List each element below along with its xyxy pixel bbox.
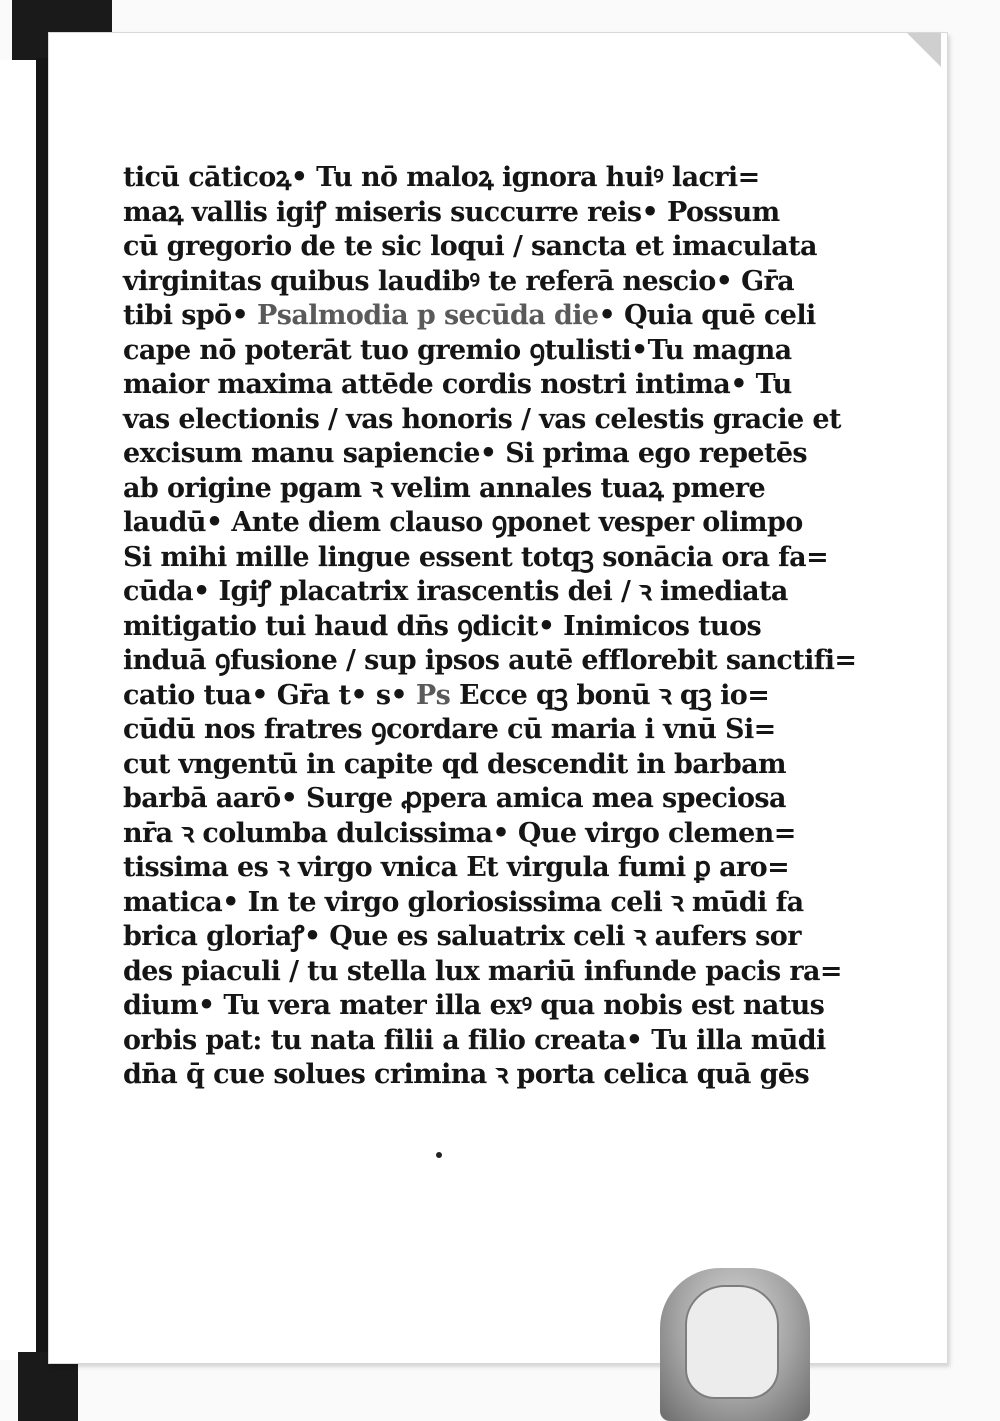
page-corner-fold [907, 33, 941, 67]
text-line: ticū cāticoꝝ• Tu nō maloꝝ ignora huiꝰ lacri= [123, 162, 760, 193]
text-line: cūdū nos fratres ꝯcordare cū maria i vnū Si= [123, 714, 776, 745]
text-line: ab origine pgam ꝛ velim annales tuaꝝ pmere [123, 472, 766, 504]
text-line: vas electionis / vas honoris / vas celestis gracie et [123, 403, 841, 435]
text-line: des piaculi / tu stella lux mariū infunde pacis ra= [123, 955, 842, 987]
text-line: virginitas quibus laudibꝰ te referā nescio• Gr̄a [123, 265, 795, 297]
text-block [123, 161, 857, 1093]
text-line: barbā aarō• Surge ꝓpera amica mea speciosa [123, 783, 786, 814]
text-line: matica• In te virgo gloriosissima celi ꝛ mūdi fa [123, 886, 804, 918]
text-line: cape nō poterāt tuo gremio ꝯtulisti•Tu magna [123, 334, 792, 366]
book-gutter [36, 58, 48, 1358]
text-line: cut vngentū in capite qd descendit in barbam [123, 748, 786, 780]
text-line: brica gloriaꝭ• Que es saluatrix celi ꝛ aufers sor [123, 921, 801, 952]
text-line: induā ꝯfusione / sup ipsos autē efflorebit sanctifi= [123, 645, 857, 676]
text-line: cūda• Igiꝭ placatrix irascentis dei / ꝛ imediata [123, 576, 788, 607]
text-line: mitigatio tui haud dn̄s ꝯdicit• Inimicos tuos [123, 610, 762, 642]
rubric-text: Ps [415, 679, 451, 711]
text-line: cū gregorio de te sic loqui / sancta et imaculata [123, 231, 817, 262]
text-line: maior maxima attēde cordis nostri intima• Tu [123, 369, 792, 400]
text-line: dium• Tu vera mater illa exꝰ qua nobis est natus [123, 990, 825, 1021]
text-line: tissima es ꝛ virgo vnica Et virgula fumi ꝑ aro= [123, 852, 790, 883]
ink-dot [436, 1152, 442, 1158]
text-line: excisum manu sapiencie• Si prima ego repetēs [123, 438, 808, 469]
text-line: catio tua• Gr̄a t• s• Ps Ecce qꝫ bonū ꝛ qꝫ io= [123, 679, 770, 711]
text-line: nr̄a ꝛ columba dulcissima• Que virgo clemen= [123, 817, 796, 849]
text-line: laudū• Ante diem clauso ꝯponet vesper olimpo [123, 507, 803, 538]
text-line: tibi spō• Psalmodia p secūda die• Quia quē celi [123, 300, 816, 331]
rubric-text: Psalmodia p secūda die [257, 300, 599, 331]
book-page [48, 32, 948, 1364]
text-line: orbis pat: tu nata filii a filio creata• Tu illa mūdi [123, 1024, 826, 1056]
text-line: dn̄a q̄ cue solues crimina ꝛ porta celica quā gēs [123, 1059, 810, 1090]
text-line: maꝝ vallis igiꝭ miseris succurre reis• Possum [123, 196, 780, 228]
text-line: Si mihi mille lingue essent totqꝫ sonācia ora fa= [123, 541, 829, 573]
thumbnail-nail [685, 1285, 779, 1399]
